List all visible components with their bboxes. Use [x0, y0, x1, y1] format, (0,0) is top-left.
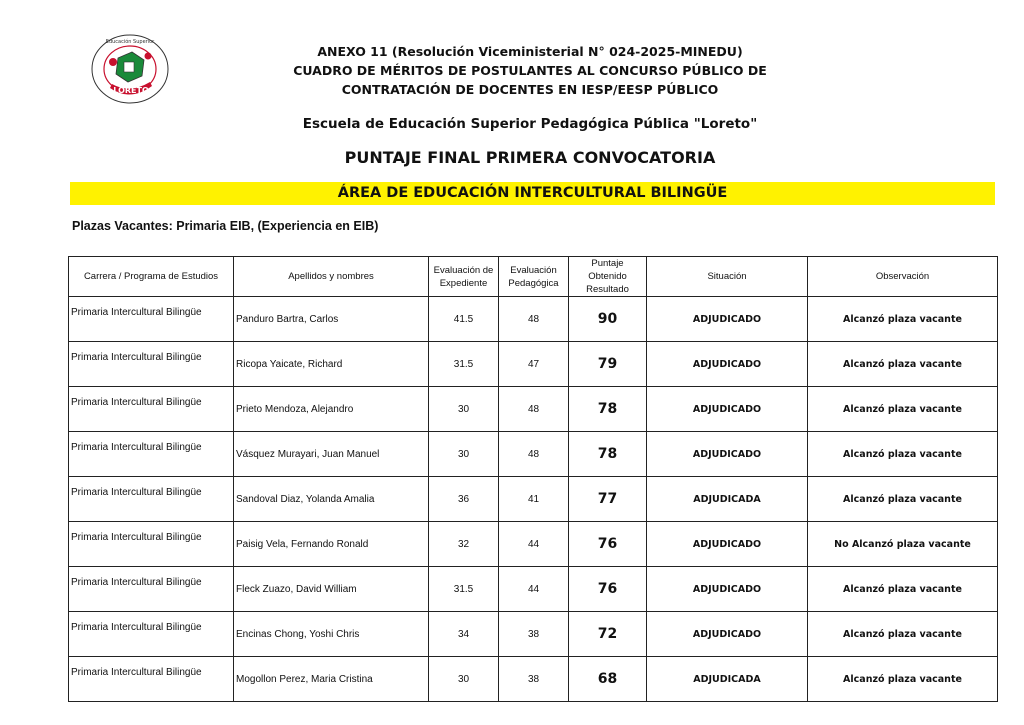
cell-nombre: Vásquez Murayari, Juan Manuel	[234, 432, 429, 477]
logo-arc-text: Educación Superior	[105, 39, 155, 45]
cell-observacion: Alcanzó plaza vacante	[808, 342, 998, 387]
cell-pedagogica: 41	[499, 477, 569, 522]
cell-carrera: Primaria Intercultural Bilingüe	[69, 342, 234, 387]
table-row	[69, 387, 998, 432]
merit-table	[68, 256, 998, 702]
col-puntaje: Puntaje Obtenido Resultado	[569, 257, 647, 297]
cell-situacion: ADJUDICADA	[647, 657, 808, 702]
cell-observacion: No Alcanzó plaza vacante	[808, 522, 998, 567]
col-expediente: Evaluación de Expediente	[429, 257, 499, 297]
cell-observacion: Alcanzó plaza vacante	[808, 612, 998, 657]
cell-expediente: 32	[429, 522, 499, 567]
cell-expediente: 34	[429, 612, 499, 657]
cell-puntaje: 79	[569, 342, 647, 387]
col-observacion: Observación	[808, 257, 998, 297]
logo-banner-text: LORETO	[113, 86, 149, 95]
cell-nombre: Encinas Chong, Yoshi Chris	[234, 612, 429, 657]
cell-pedagogica: 38	[499, 657, 569, 702]
cell-puntaje: 76	[569, 567, 647, 612]
cell-carrera: Primaria Intercultural Bilingüe	[69, 567, 234, 612]
document-header	[230, 42, 830, 99]
cell-situacion: ADJUDICADO	[647, 567, 808, 612]
cell-carrera: Primaria Intercultural Bilingüe	[69, 657, 234, 702]
table-row	[69, 522, 998, 567]
cell-expediente: 31.5	[429, 342, 499, 387]
cell-observacion: Alcanzó plaza vacante	[808, 567, 998, 612]
cell-pedagogica: 48	[499, 297, 569, 342]
cell-carrera: Primaria Intercultural Bilingüe	[69, 522, 234, 567]
table-row	[69, 342, 998, 387]
cell-expediente: 30	[429, 432, 499, 477]
cell-observacion: Alcanzó plaza vacante	[808, 432, 998, 477]
cell-expediente: 30	[429, 387, 499, 432]
cell-observacion: Alcanzó plaza vacante	[808, 297, 998, 342]
cell-carrera: Primaria Intercultural Bilingüe	[69, 612, 234, 657]
cell-carrera: Primaria Intercultural Bilingüe	[69, 432, 234, 477]
cell-puntaje: 78	[569, 432, 647, 477]
cell-nombre: Mogollon Perez, Maria Cristina	[234, 657, 429, 702]
header-line-3: CONTRATACIÓN DE DOCENTES EN IESP/EESP PÚBLICO	[341, 82, 719, 97]
col-nombres: Apellidos y nombres	[234, 257, 429, 297]
cell-pedagogica: 47	[499, 342, 569, 387]
cell-puntaje: 68	[569, 657, 647, 702]
cell-expediente: 41.5	[429, 297, 499, 342]
cell-pedagogica: 38	[499, 612, 569, 657]
cell-carrera: Primaria Intercultural Bilingüe	[69, 297, 234, 342]
institution-logo	[88, 32, 172, 106]
table-row	[69, 657, 998, 702]
cell-situacion: ADJUDICADO	[647, 432, 808, 477]
col-situacion: Situación	[647, 257, 808, 297]
cell-expediente: 36	[429, 477, 499, 522]
cell-observacion: Alcanzó plaza vacante	[808, 477, 998, 522]
table-row	[69, 612, 998, 657]
col-carrera: Carrera / Programa de Estudios	[69, 257, 234, 297]
school-name: Escuela de Educación Superior Pedagógica Pública "Loreto"	[302, 116, 758, 132]
cell-nombre: Paisig Vela, Fernando Ronald	[234, 522, 429, 567]
table-row	[69, 567, 998, 612]
cell-pedagogica: 44	[499, 522, 569, 567]
cell-pedagogica: 44	[499, 567, 569, 612]
cell-carrera: Primaria Intercultural Bilingüe	[69, 477, 234, 522]
cell-situacion: ADJUDICADO	[647, 342, 808, 387]
table-row	[69, 297, 998, 342]
cell-nombre: Ricopa Yaicate, Richard	[234, 342, 429, 387]
cell-carrera: Primaria Intercultural Bilingüe	[69, 387, 234, 432]
cell-observacion: Alcanzó plaza vacante	[808, 387, 998, 432]
header-line-1: ANEXO 11 (Resolución Viceministerial N° 024-2025-MINEDU)	[317, 44, 743, 59]
table-header-row	[69, 257, 998, 297]
cell-pedagogica: 48	[499, 432, 569, 477]
vacancies-label: Plazas Vacantes: Primaria EIB, (Experiencia en EIB)	[72, 219, 379, 233]
cell-situacion: ADJUDICADO	[647, 522, 808, 567]
cell-nombre: Sandoval Diaz, Yolanda Amalia	[234, 477, 429, 522]
cell-situacion: ADJUDICADO	[647, 297, 808, 342]
table-row	[69, 477, 998, 522]
cell-nombre: Prieto Mendoza, Alejandro	[234, 387, 429, 432]
header-line-2: CUADRO DE MÉRITOS DE POSTULANTES AL CONCURSO PÚBLICO DE	[293, 63, 767, 78]
page-title: PUNTAJE FINAL PRIMERA CONVOCATORIA	[344, 148, 716, 167]
cell-nombre: Panduro Bartra, Carlos	[234, 297, 429, 342]
cell-puntaje: 77	[569, 477, 647, 522]
cell-expediente: 30	[429, 657, 499, 702]
cell-puntaje: 90	[569, 297, 647, 342]
cell-situacion: ADJUDICADO	[647, 387, 808, 432]
cell-nombre: Fleck Zuazo, David William	[234, 567, 429, 612]
area-title: ÁREA DE EDUCACIÓN INTERCULTURAL BILINGÜE	[337, 185, 728, 201]
col-pedagogica: Evaluación Pedagógica	[499, 257, 569, 297]
cell-observacion: Alcanzó plaza vacante	[808, 657, 998, 702]
cell-situacion: ADJUDICADA	[647, 477, 808, 522]
cell-puntaje: 72	[569, 612, 647, 657]
cell-situacion: ADJUDICADO	[647, 612, 808, 657]
cell-expediente: 31.5	[429, 567, 499, 612]
table-row	[69, 432, 998, 477]
cell-puntaje: 76	[569, 522, 647, 567]
cell-puntaje: 78	[569, 387, 647, 432]
cell-pedagogica: 48	[499, 387, 569, 432]
